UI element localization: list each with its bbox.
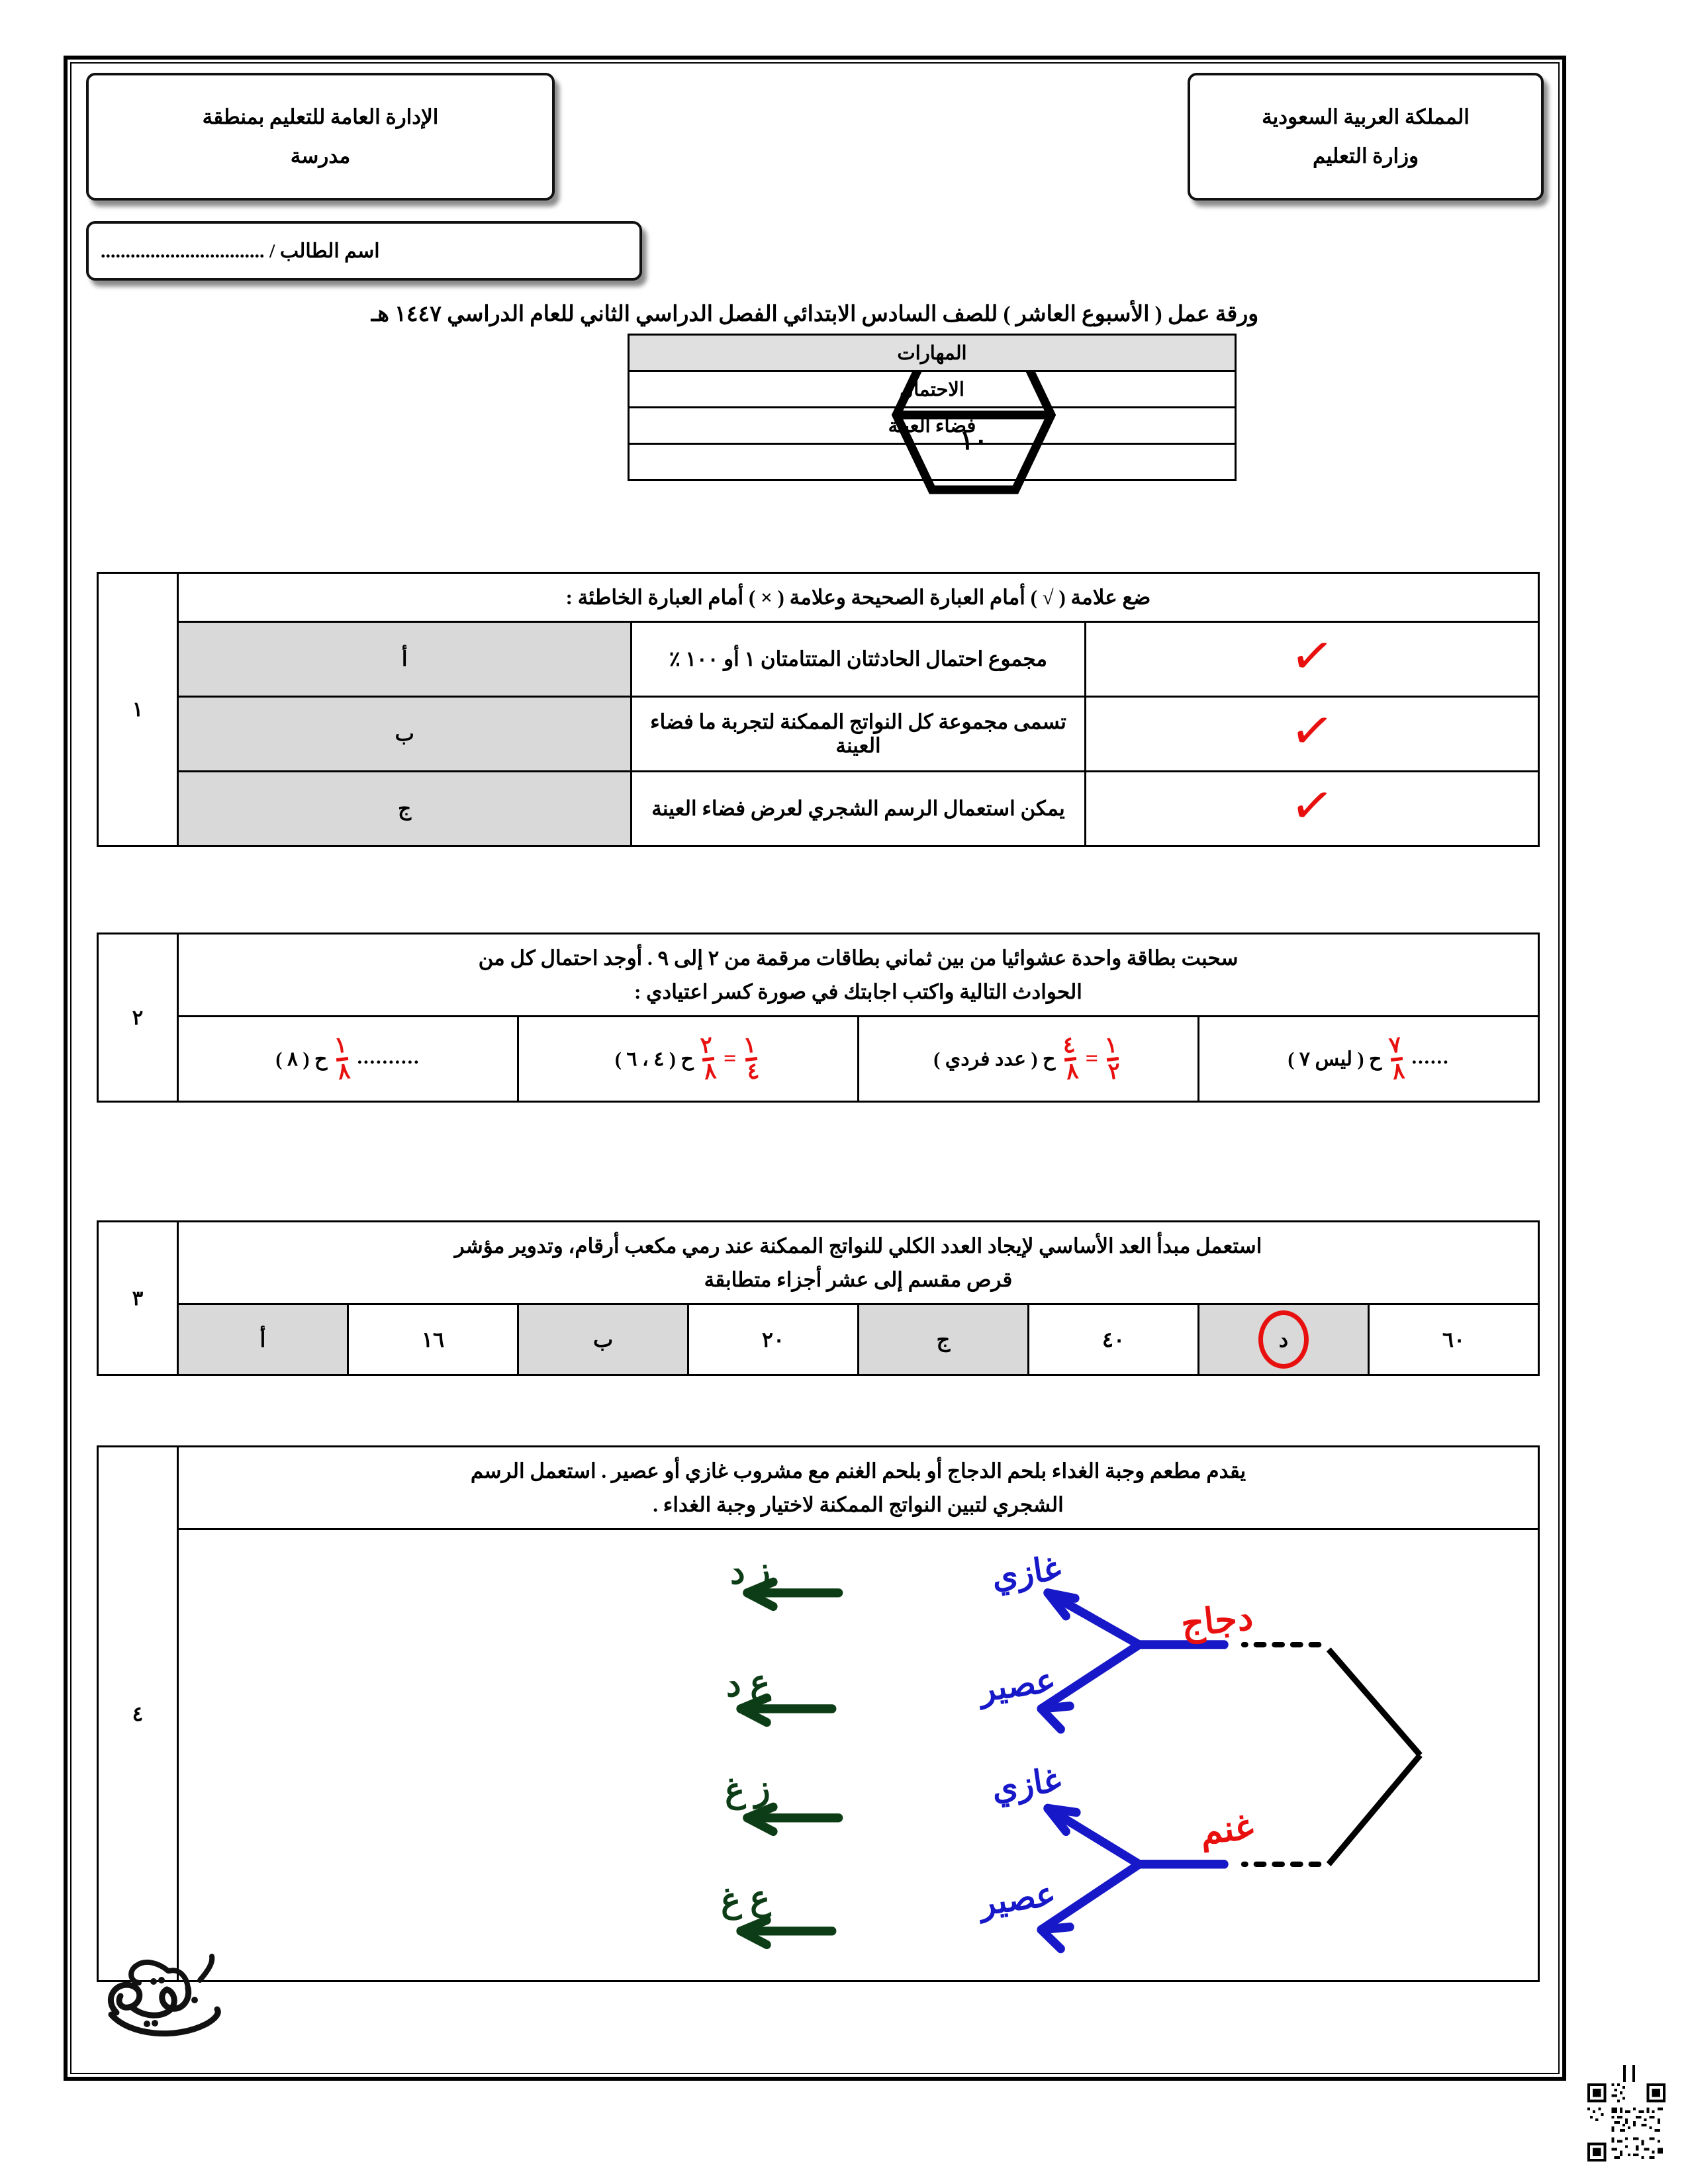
tree-node-lamb: غنم — [1197, 1807, 1255, 1852]
choice-c-letter: ج — [936, 1328, 951, 1352]
question-3-number: ٣ — [98, 1222, 178, 1375]
worksheet-title: ورقة عمل ( الأسبوع العاشر ) للصف السادس الابتدائي الفصل الدراسي الثاني للعام الدراسي ١٤٤٧ هـ — [371, 302, 1259, 326]
choice-value-b[interactable] — [688, 1304, 859, 1375]
equals-sign: = — [723, 1046, 737, 1071]
answer-cell-not7[interactable] — [1199, 1017, 1539, 1102]
question-3-prompt-row — [98, 1222, 1539, 1304]
question-3-choices-row — [98, 1304, 1539, 1375]
skills-header-row — [629, 335, 1236, 371]
choice-letter-a[interactable] — [178, 1304, 348, 1375]
teacher-signature — [90, 1936, 242, 2056]
mark-value: ١٠ — [959, 426, 988, 455]
tree-node-soda-2: غازي — [989, 1761, 1064, 1808]
student-name-label: اسم الطالب / ................................. — [101, 240, 380, 262]
question-2-prompt-line2: الحوادث التالية واكتب اجابتك في صورة كسر اعتيادي : — [634, 980, 1082, 1004]
fraction-numerator: ٧ — [1387, 1032, 1403, 1059]
answer-dots: ...... — [1411, 1046, 1450, 1069]
choice-d-text: ٦٠ — [1442, 1328, 1466, 1352]
school-label: مدرسة — [290, 144, 351, 167]
equals-sign: = — [1085, 1046, 1098, 1071]
table-row — [629, 408, 1236, 444]
question-2-prompt-line1: سحبت بطاقة واحدة عشوائيا من بين ثماني بطاقات مرقمة من ٢ إلى ٩ . أوجد احتمال كل من — [478, 946, 1239, 970]
question-3-block — [97, 1220, 1540, 1376]
checkmark-icon: ✓ — [1286, 774, 1338, 839]
fraction-denominator: ٨ — [1064, 1057, 1080, 1085]
choice-b-letter: ب — [592, 1328, 614, 1352]
fraction-numerator: ٤ — [1061, 1032, 1076, 1059]
fraction-denominator: ٤ — [745, 1057, 761, 1085]
choice-letter-b[interactable] — [518, 1304, 688, 1375]
question-4-prompt-line2: الشجري لتبين النواتج الممكنة لاختيار وجبة الغداء . — [653, 1493, 1064, 1517]
question-3-prompt — [178, 1222, 1539, 1304]
sub-letter-c: ج — [178, 772, 632, 846]
checkmark-icon: ✓ — [1286, 699, 1338, 764]
question-4-block — [97, 1445, 1540, 1982]
sub-letter-b: ب — [178, 697, 632, 772]
question-4-answer-row — [98, 1529, 1539, 1981]
table-row — [98, 772, 1539, 846]
question-1-number: ١ — [98, 573, 178, 846]
fraction-denominator: ٨ — [1391, 1057, 1406, 1085]
choice-value-c[interactable] — [1029, 1304, 1199, 1375]
tree-outcome-4: ع غ — [719, 1879, 771, 1921]
answer-dots: .......... — [357, 1046, 420, 1069]
table-row — [98, 697, 1539, 772]
student-name-field[interactable] — [86, 221, 642, 281]
fraction-numerator: ١ — [742, 1032, 757, 1059]
answer-mark-a[interactable] — [1085, 622, 1538, 697]
answer-cell-8[interactable] — [178, 1017, 518, 1102]
choice-a-letter: أ — [259, 1328, 266, 1352]
question-3-prompt-line1: استعمل مبدأ العد الأساسي لإيجاد العدد الكلي للنواتج الممكنة عند رمي مكعب أرقام، وتدوير مؤشر — [454, 1234, 1262, 1257]
answer-fraction-odd — [1061, 1034, 1079, 1084]
answer-fraction-4or6 — [700, 1034, 718, 1084]
question-2-prompt-row — [98, 934, 1539, 1017]
answer-fraction-not7 — [1387, 1034, 1405, 1084]
question-4-prompt-row — [98, 1447, 1539, 1529]
question-4-prompt — [178, 1447, 1539, 1529]
answer-mark-c[interactable] — [1085, 772, 1538, 846]
tree-node-juice-2: عصير — [976, 1875, 1058, 1923]
skills-table — [628, 334, 1237, 481]
fraction-denominator: ٢ — [1107, 1057, 1122, 1085]
checkmark-icon: ✓ — [1286, 624, 1338, 690]
answer-mark-b[interactable] — [1085, 697, 1538, 772]
answer-label-8: ح ( ٨ ) — [275, 1048, 328, 1070]
administration-label: الإدارة العامة للتعليم بمنطقة — [202, 105, 439, 128]
skill-cell-2: فضاء العينة — [629, 408, 1236, 444]
question-2-answers-row — [98, 1017, 1539, 1102]
table-row — [98, 622, 1539, 697]
choice-letter-d[interactable] — [1199, 1304, 1369, 1375]
qr-code — [1587, 2083, 1665, 2161]
choice-b-text: ٢٠ — [761, 1328, 785, 1352]
skill-cell-3 — [629, 444, 1236, 480]
tree-node-soda-1: غازي — [989, 1549, 1064, 1596]
question-1-prompt-row — [98, 573, 1539, 622]
question-3-prompt-line2: قرص مقسم إلى عشر أجزاء متطابقة — [704, 1268, 1013, 1292]
choice-d-letter: د — [1278, 1328, 1289, 1352]
fraction-numerator: ٢ — [699, 1032, 715, 1059]
answer-fraction-odd-simplified — [1104, 1034, 1122, 1084]
statement-a: مجموع احتمال الحادثتان المتتامتان ١ أو ١٠٠ ٪ — [632, 622, 1085, 697]
answer-fraction-4or6-simplified — [742, 1034, 760, 1084]
answer-fraction-8 — [333, 1034, 351, 1084]
fraction-denominator: ٨ — [336, 1057, 352, 1085]
choice-letter-c[interactable] — [859, 1304, 1029, 1375]
fraction-numerator: ١ — [1103, 1032, 1119, 1059]
question-2-block — [97, 933, 1540, 1103]
choice-value-d[interactable] — [1369, 1304, 1539, 1375]
sub-letter-a: أ — [178, 622, 632, 697]
question-2-prompt — [178, 934, 1539, 1017]
tree-node-juice-1: عصير — [976, 1661, 1058, 1709]
statement-b: تسمى مجموعة كل النواتج الممكنة لتجربة ما فضاء العينة — [632, 697, 1085, 772]
answer-cell-odd[interactable] — [859, 1017, 1199, 1102]
tree-outcome-3: ز غ — [722, 1769, 771, 1811]
ministry-label: وزارة التعليم — [1312, 144, 1419, 167]
tree-outcome-1: ز د — [727, 1551, 771, 1592]
question-4-prompt-line1: يقدم مطعم وجبة الغداء بلحم الدجاج أو بلحم الغنم مع مشروب غازي أو عصير . استعمل الرسم — [470, 1459, 1246, 1482]
answer-label-odd: ح ( عدد فردي ) — [933, 1048, 1056, 1070]
qr-tick-marks — [1623, 2065, 1635, 2082]
page-content — [64, 56, 1566, 2081]
tree-diagram-area[interactable] — [178, 1529, 1539, 1981]
table-row — [629, 371, 1236, 408]
tree-outcome-2: ع د — [724, 1664, 771, 1705]
answer-label-not7: ح ( ليس ٧ ) — [1288, 1048, 1382, 1070]
choice-value-a[interactable] — [348, 1304, 518, 1375]
selected-circle-icon — [1258, 1310, 1309, 1369]
choice-c-text: ٤٠ — [1102, 1328, 1125, 1352]
fraction-numerator: ١ — [333, 1032, 348, 1059]
tree-node-chicken: دجاج — [1179, 1597, 1255, 1645]
answer-label-4or6: ح ( ٤ ، ٦ ) — [614, 1048, 694, 1070]
country-label: المملكة العربية السعودية — [1262, 105, 1470, 128]
table-row — [629, 444, 1236, 480]
question-1-block — [97, 572, 1540, 847]
question-2-number: ٢ — [98, 934, 178, 1102]
skill-cell-1: الاحتمال — [629, 371, 1236, 408]
skills-header-cell: المهارات — [629, 335, 1236, 371]
question-4-number: ٤ — [98, 1447, 178, 1981]
statement-c: يمكن استعمال الرسم الشجري لعرض فضاء العينة — [632, 772, 1085, 846]
header-box-administration — [86, 73, 555, 201]
header-box-ministry — [1188, 73, 1544, 201]
choice-a-text: ١٦ — [421, 1328, 445, 1352]
answer-cell-4or6[interactable] — [518, 1017, 859, 1102]
question-1-prompt: ضع علامة ( √ ) أمام العبارة الصحيحة وعلامة ( × ) أمام العبارة الخاطئة : — [178, 573, 1539, 622]
fraction-denominator: ٨ — [702, 1057, 718, 1085]
